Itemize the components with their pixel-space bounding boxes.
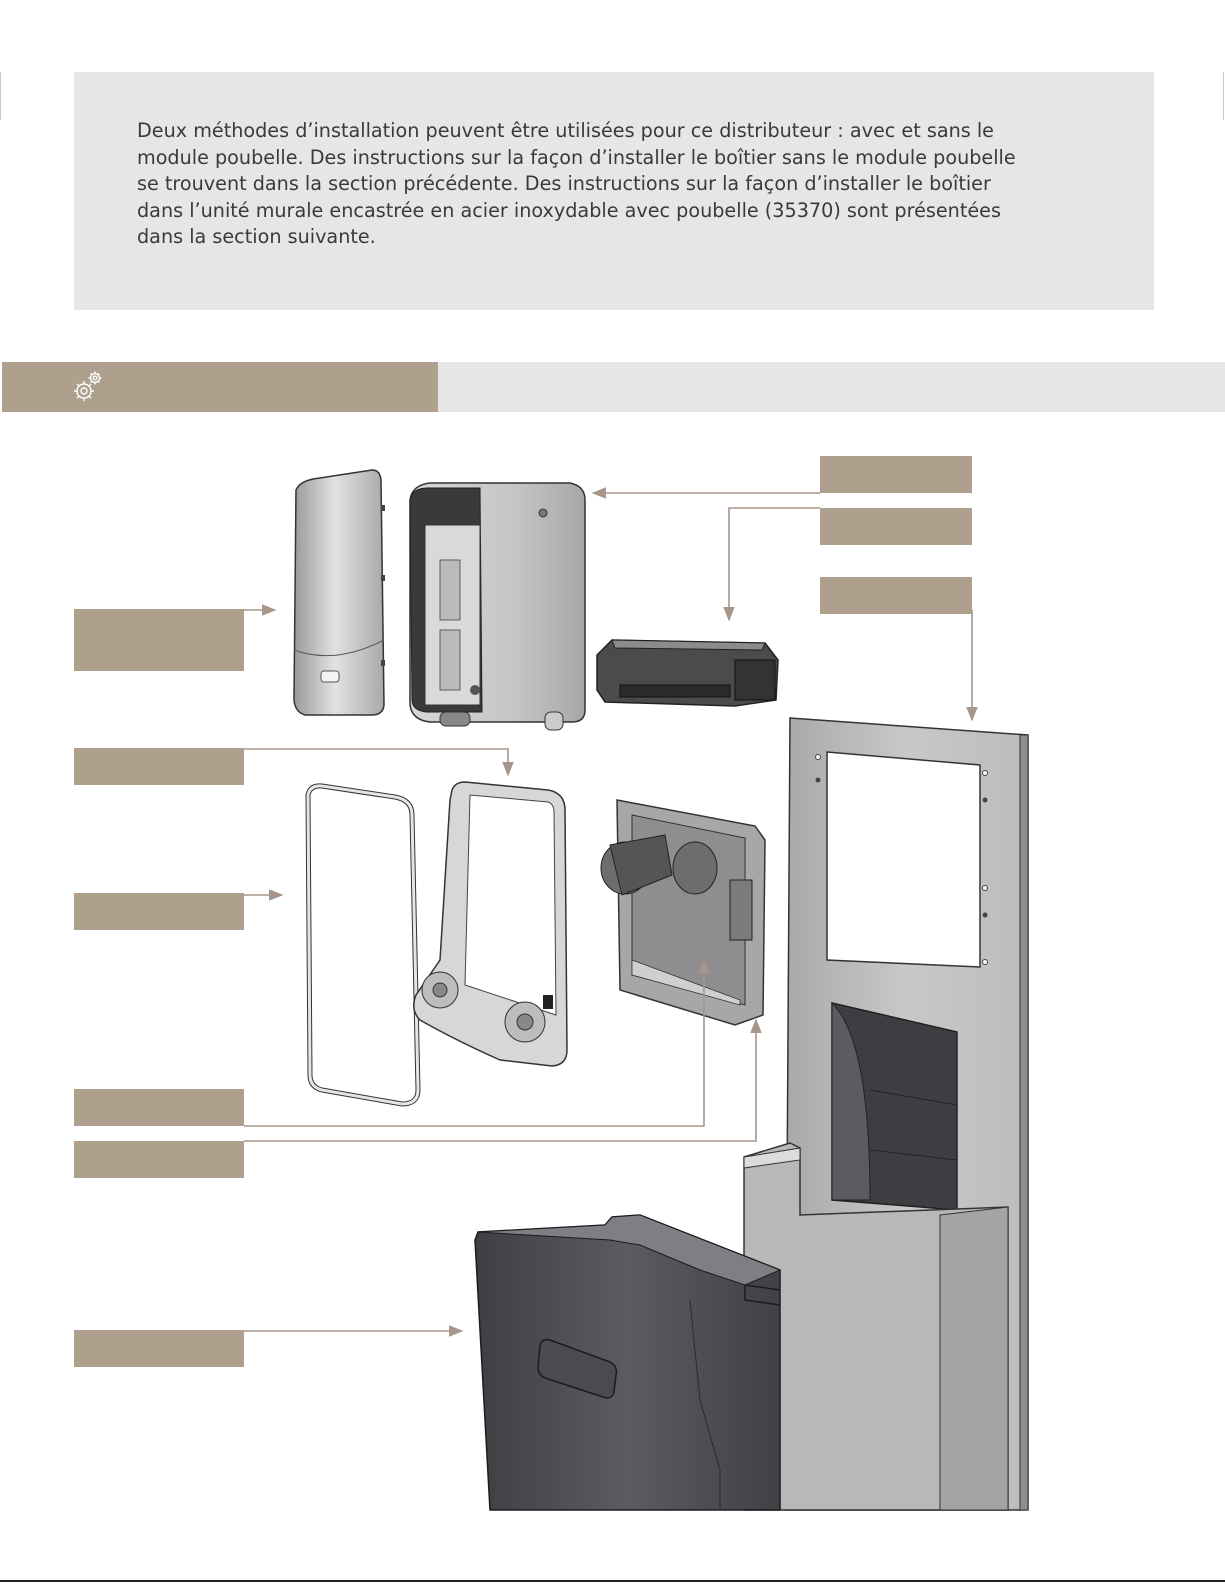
- inner-frame-part: [414, 782, 567, 1066]
- chassis-part: [601, 800, 765, 1025]
- wall-unit-part: [744, 718, 1028, 1510]
- notice-text: Deux méthodes d’installation peuvent être utilisées pour ce distributeur : avec et sans le module poubelle. Des instructions sur la façon d’installer le boîtier sans le module poubelle se trouvent dans la section précédente. Des instructions sur la façon d’installer le boîtier dans l’unité murale encastrée en acier inoxydable avec poubelle (35370) sont présentées dans la section suivante.: [137, 119, 1016, 249]
- waste-bin-part: [475, 1215, 780, 1510]
- motor-module-part: [597, 640, 778, 706]
- leader-inner-frame: [244, 749, 508, 775]
- rear-housing-part: [410, 483, 585, 730]
- leader-motor-module: [729, 508, 820, 620]
- front-cover-part: [294, 470, 385, 715]
- bottom-rule: [0, 1580, 1225, 1582]
- outer-frame-part: [308, 786, 418, 1104]
